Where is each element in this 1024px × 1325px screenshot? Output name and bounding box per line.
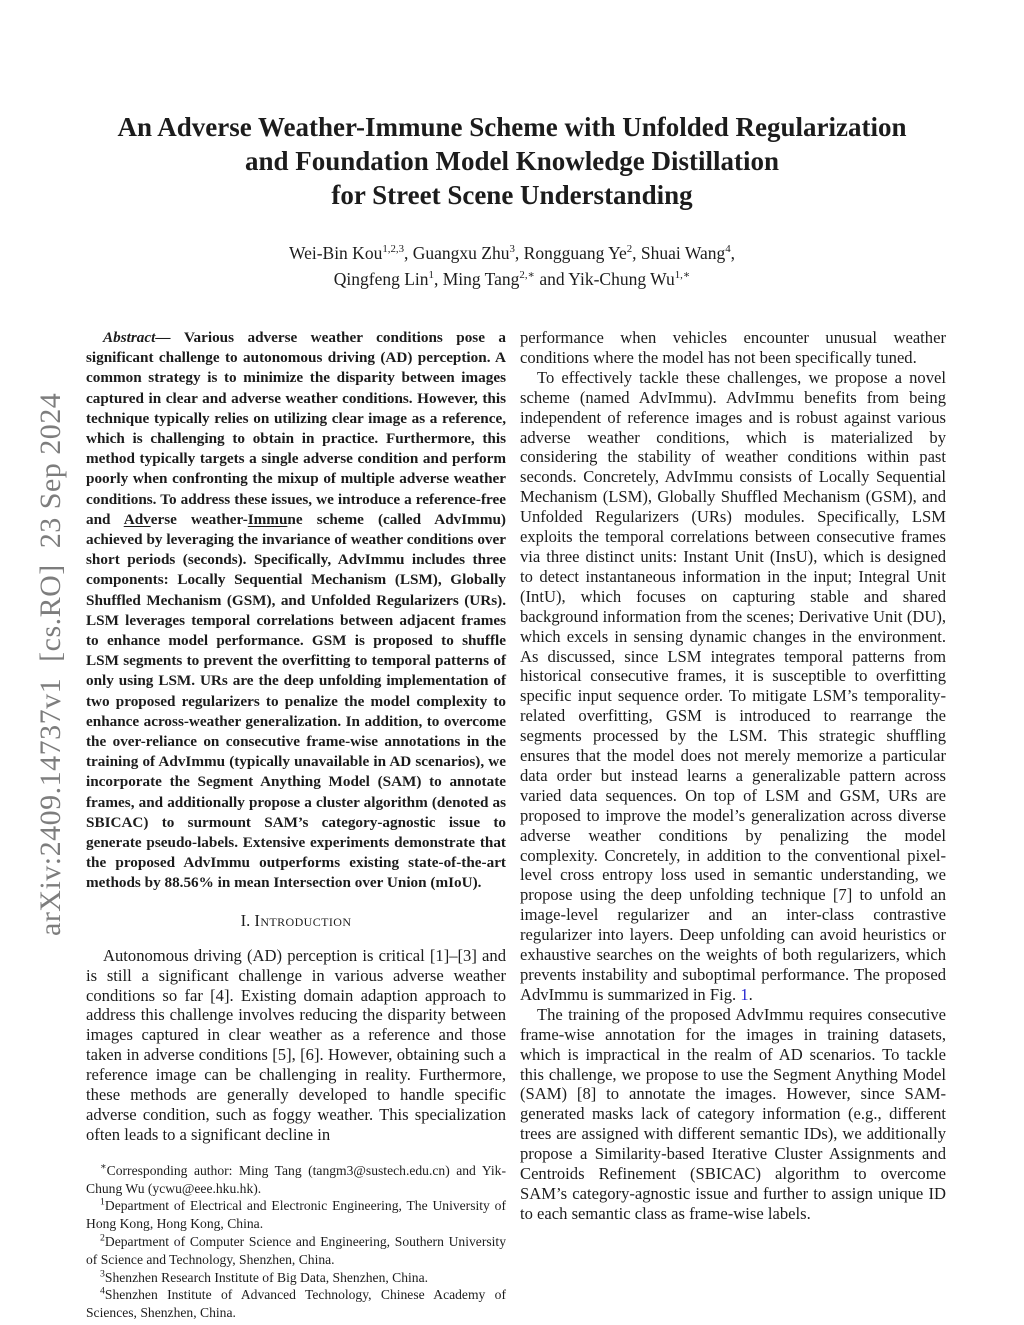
left-column <box>86 328 506 1322</box>
authors-block <box>0 240 1024 292</box>
author-affiliation-superscript: 1 <box>428 269 434 282</box>
footnote-marker: 4 <box>100 1285 105 1297</box>
underlined-text: Adv <box>123 510 151 528</box>
abstract-paragraph <box>86 328 506 894</box>
author-affiliation-superscript: 2 <box>626 243 633 256</box>
section-heading-introduction <box>86 911 506 931</box>
footnote-marker: 3 <box>100 1268 105 1279</box>
footnote-marker: 2 <box>100 1232 105 1244</box>
paper-title-line-3: for Street Scene Understanding <box>331 180 693 210</box>
paper-title <box>0 0 1024 212</box>
author-affiliation-superscript: 1,∗ <box>674 269 691 282</box>
footnote-affiliation-2 <box>86 1233 506 1269</box>
paper-title-line-1: An Adverse Weather-Immune Scheme with Unfolded Regularization <box>117 112 907 142</box>
paper-title-line-2: and Foundation Model Knowledge Distillation <box>244 146 780 176</box>
footnote-text: Department of Electrical and Electronic Engineering, The University of Hong Kong, Hong Kong, China. <box>86 1198 506 1232</box>
author-affiliation-superscript: 1,2,3 <box>382 243 405 256</box>
authors-line-1: Wei-Bin Kou$^{1,2,3}$, Guangxu Zhu$^3$, Rongguang Ye$^2$, Shuai Wang$^4$, <box>288 243 736 263</box>
footnote-text: Shenzhen Research Institute of Big Data, Shenzhen, China. <box>104 1269 429 1285</box>
footnotes-block <box>86 1162 506 1322</box>
figure-1-reference-link[interactable]: 1 <box>740 984 749 1004</box>
abstract-label: Abstract— <box>103 329 184 346</box>
footnote-corresponding-author <box>86 1162 506 1198</box>
author-affiliation-superscript: 3 <box>509 243 515 256</box>
authors-line-2: Qingfeng Lin$^1$, Ming Tang$^{2,∗}$ and Yik-Chung $Wu^{1,∗}$ <box>333 269 691 289</box>
two-column-body <box>86 328 1024 1322</box>
footnote-marker: 1 <box>100 1196 105 1208</box>
intro-paragraph-1: Autonomous driving (AD) perception is critical [1]–[3] and is still a significant challenge in various adverse weather conditions so far [4]. Existing domain adaption approach to address this challenge involves reducing the disparity between images captured in clear weather as a reference and those taken in adverse conditions [5], [6]. However, obtaining such a reference image can be challenging in reality. Furthermore, these methods are generally developed to handle specific adverse condition, such as foggy weather. This specialization often leads to a significant decline in <box>86 945 506 1144</box>
abstract-text: Various adverse weather conditions pose a significant challenge to autonomous driving (AD) perception. A common strategy is to minimize the disparity between images captured in clear and adverse weather conditions. However, this technique typically relies on utilizing clear image as a reference, which is challenging to obtain in practice. Furthermore, this method typically targets a single adverse condition and perform poorly when confronting the mixup of multiple adverse weather conditions. To address these issues, we introduce a reference-free and Adverse weather-Immune scheme (called AdvImmu) achieved by leveraging the invariance of weather conditions over short periods (seconds). Specifically, AdvImmu includes three components: Locally Sequential Mechanism (LSM), Globally Shuffled Mechanism (GSM), and Unfolded Regularizers (URs). LSM leverages temporal correlations between adjacent frames to enhance model performance. GSM is proposed to shuffle LSM segments to prevent the overfitting to temporal patterns of only using LSM. URs are the deep unfolding implementation of two proposed regularizers to penalize the model complexity to enhance across-weather generalization. In addition, to overcome the over-reliance on consecutive frame-wise annotations in the training of AdvImmu (typically unavailable in AD scenarios), we incorporate the Segment Anything Model (SAM) to annotate frames, and additionally propose a cluster algorithm (denoted as SBICAC) to surmount SAM’s category-agnostic issue to generate pseudo-labels. Extensive experiments demonstrate that the proposed AdvImmu outperforms existing state-of-the-art methods by 88.56% in mean Intersection over Union (mIoU). <box>86 329 506 892</box>
body-paragraph-advimmu-overview: To effectively tackle these challenges, we propose a novel scheme (named AdvImmu). AdvImmu benefits from being independent of reference images and is robust against various adverse weather conditions, which is materialized by considering the stability of weather conditions within past seconds. Concretely, AdvImmu consists of Locally Sequential Mechanism (LSM), Globally Shuffled Mechanism (GSM), and Unfolded Regularizers (URs) modules. Specifically, LSM exploits the temporal correlations between consecutive frames via three distinct units: Instant Unit (InsU), which is designed to detect instantaneous information in the input; Integral Unit (IntU), which focuses on capturing stable and shared background information from the scenes; Derivative Unit (DU), which excels in sensing dynamic changes in the environment. As discussed, since LSM integrates temporal patterns from historical consecutive frames, it is susceptible to overfitting specific input sequence order. To mitigate LSM’s temporality-related overfitting, GSM is introduced to rearrange the segments processed by the LSM. This strategic shuffling ensures that the model does not merely memorize a particular data order but instead learns a generalizable pattern across varied data sequences. On top of LSM and GSM, URs are proposed to improve the model’s generalization across diverse adverse weather conditions by penalizing the model complexity. Concretely, in addition to the conventional pixel-level cross entropy loss used in semantic understanding, we propose using the deep unfolding technique [7] to unfold an image-level regularizer and an inter-class contrastive regularizer into layers. Deep unfolding can avoid heuristics or exhaustive searches on the weights of both regularizers, which prevents instability and suboptimal performance. The proposed AdvImmu is summarized in Fig. 1. <box>520 367 946 1004</box>
section-label: Introduction <box>254 910 352 930</box>
footnote-affiliation-3 <box>86 1269 506 1287</box>
author-affiliation-superscript: 4 <box>725 243 731 256</box>
footnote-affiliation-1 <box>86 1197 506 1233</box>
section-number: I. <box>240 910 251 930</box>
footnote-affiliation-4 <box>86 1286 506 1322</box>
footnote-text: Corresponding author: Ming Tang (tangm3@sustech.edu.cn) and Yik-Chung Wu (ycwu@eee.hku.hk). <box>86 1162 506 1196</box>
body-paragraph-continuation: performance when vehicles encounter unusual weather conditions where the model has not been specifically tuned. <box>520 328 946 367</box>
author-affiliation-superscript: 2,∗ <box>519 269 535 282</box>
footnote-text: Department of Computer Science and Engineering, Southern University of Science and Technology, Shenzhen, China. <box>86 1233 506 1267</box>
footnote-marker: ∗ <box>100 1161 107 1173</box>
right-column <box>520 328 946 1322</box>
underlined-text: Immu <box>247 510 288 528</box>
footnote-text: Shenzhen Institute of Advanced Technology, Chinese Academy of Sciences, Shenzhen, China. <box>86 1287 506 1321</box>
arxiv-watermark: arXiv:2409.14737v1 [cs.RO] 23 Sep 2024 <box>34 392 67 936</box>
body-paragraph-sam-sbicac: The training of the proposed AdvImmu requires consecutive frame-wise annotation for the images in training datasets, which is impractical in the realm of AD scenarios. To tackle this challenge, we propose to use the Segment Anything Model (SAM) [8] to annotate the images. However, since SAM-generated masks lack of category information (e.g., different trees are assigned with different semantic IDs), we additionally propose a Similarity-based Iterative Cluster Assignments and Centroids Refinement (SBICAC) algorithm to overcome SAM’s category-agnostic issue and further to assign unique ID to each semantic class as frame-wise labels. <box>520 1004 946 1223</box>
